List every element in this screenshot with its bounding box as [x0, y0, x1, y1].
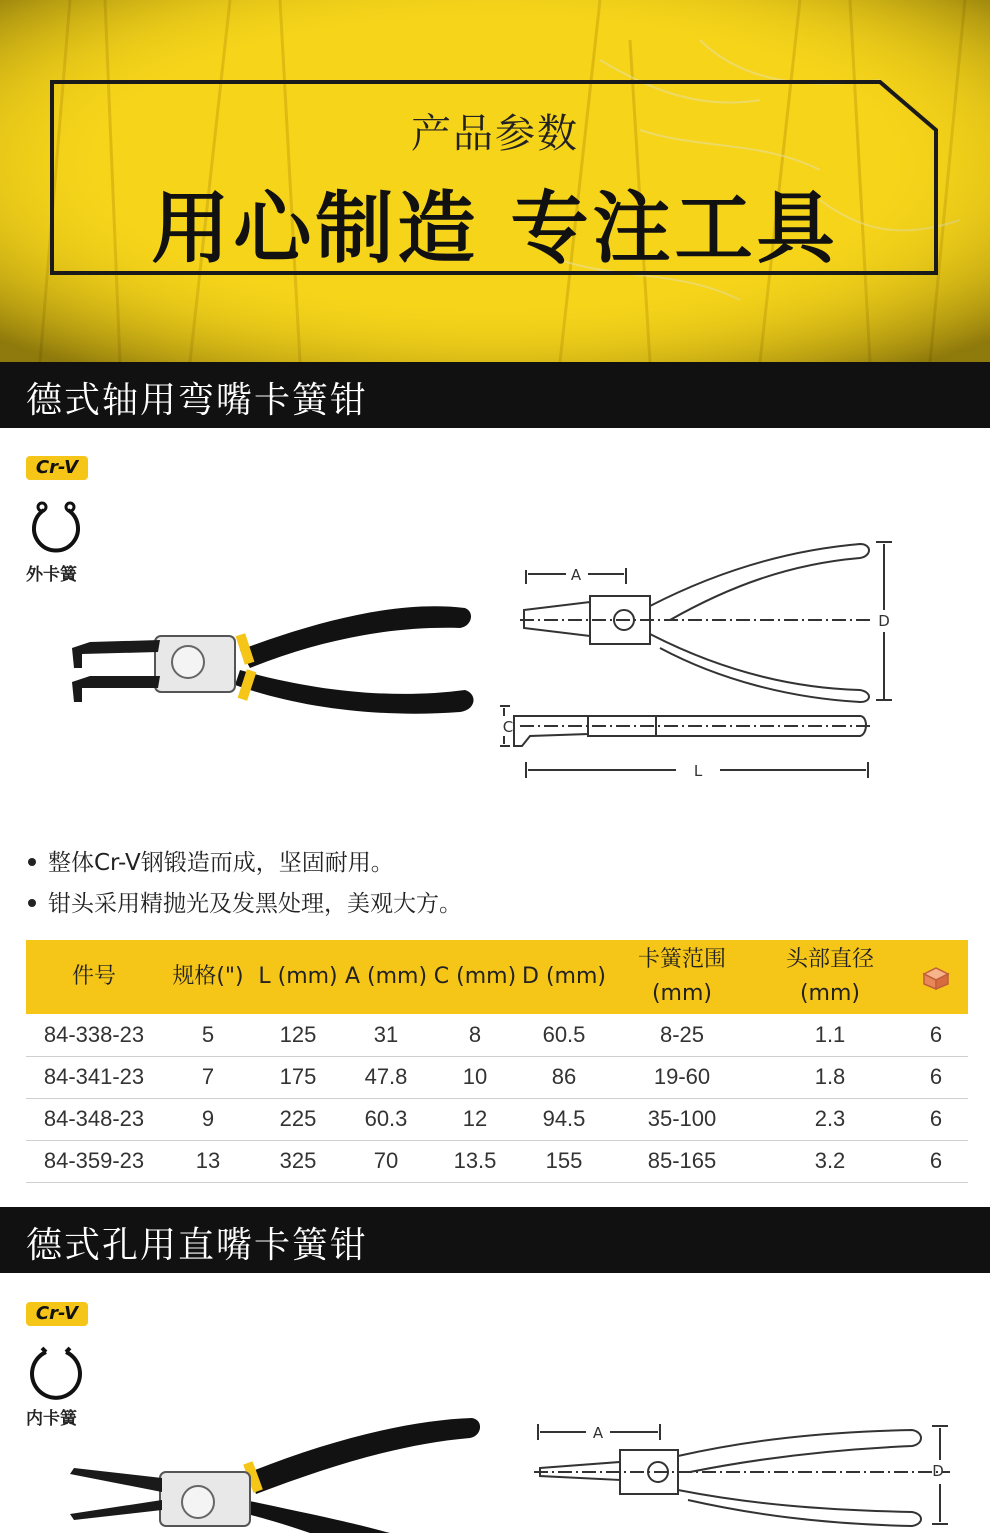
section-title: 德式轴用弯嘴卡簧钳	[26, 380, 369, 421]
table-cell: 5	[201, 1022, 215, 1047]
table-cell: 6	[929, 1064, 943, 1089]
feature-list	[28, 846, 462, 928]
table-cell: 70	[373, 1148, 399, 1173]
table-cell: 1.8	[814, 1064, 846, 1089]
table-cell: 125	[279, 1022, 317, 1047]
dimension-diagram	[500, 530, 910, 790]
clip-type-label: 内卡簧	[26, 1409, 77, 1429]
table-cell: 84-359-23	[43, 1148, 145, 1173]
column-header: D (mm)	[522, 964, 606, 989]
table-cell: 175	[279, 1064, 317, 1089]
external-circlip-icon	[28, 500, 84, 558]
table-cell: 35-100	[647, 1106, 717, 1131]
table-cell: 8	[468, 1022, 482, 1047]
table-cell: 13.5	[453, 1148, 497, 1173]
banner-headline: 用心制造 专注工具	[151, 184, 839, 274]
table-cell: 6	[929, 1022, 943, 1047]
section-title: 德式孔用直嘴卡簧钳	[26, 1225, 369, 1266]
table-cell: 10	[462, 1064, 488, 1089]
section-header-external	[0, 362, 990, 428]
column-header: A (mm)	[344, 964, 428, 989]
table-cell: 31	[373, 1022, 399, 1047]
dimension-label-a: A	[592, 1424, 604, 1442]
table-cell: 155	[545, 1148, 583, 1173]
table-cell: 3.2	[814, 1148, 846, 1173]
table-cell: 47.8	[364, 1064, 408, 1089]
banner-subtitle: 产品参数	[411, 111, 579, 157]
column-header: 头部直径 (mm)	[785, 947, 874, 1006]
feature-item	[28, 846, 462, 887]
table-cell: 60.5	[542, 1022, 586, 1047]
table-cell: 84-348-23	[43, 1106, 145, 1131]
table-cell: 6	[929, 1148, 943, 1173]
table-cell: 325	[279, 1148, 317, 1173]
table-cell: 225	[279, 1106, 317, 1131]
section-header-internal	[0, 1207, 990, 1273]
dimension-label-a: A	[570, 566, 582, 584]
bent-nose-circlip-pliers-image	[60, 590, 480, 730]
table-cell: 94.5	[542, 1106, 586, 1131]
column-header: C (mm)	[433, 964, 517, 989]
feature-text: 钳头采用精抛光及发黑处理，美观大方。	[48, 891, 462, 917]
table-row	[26, 1056, 968, 1099]
crv-badge: Cr-V	[26, 1302, 88, 1326]
table-cell: 13	[195, 1148, 221, 1173]
crv-badge: Cr-V	[26, 456, 88, 480]
table-cell: 60.3	[364, 1106, 408, 1131]
table-cell: 7	[201, 1064, 215, 1089]
dimension-label-d: D	[932, 1462, 944, 1480]
clip-type-label: 外卡簧	[26, 565, 77, 585]
straight-nose-circlip-pliers-image	[60, 1410, 490, 1533]
table-cell: 84-338-23	[43, 1022, 145, 1047]
column-header: 件号	[71, 964, 116, 989]
dimension-label-d: D	[878, 612, 890, 630]
table-cell: 86	[551, 1064, 577, 1089]
table-cell: 9	[201, 1106, 215, 1131]
dimension-diagram	[520, 1410, 960, 1533]
table-row	[26, 1014, 968, 1057]
hero-banner	[0, 0, 990, 362]
table-cell: 2.3	[814, 1106, 846, 1131]
table-cell: 6	[929, 1106, 943, 1131]
dimension-label-c: C	[502, 718, 514, 736]
internal-circlip-icon	[28, 1344, 84, 1402]
column-header: 规格(")	[172, 964, 244, 989]
table-cell: 1.1	[814, 1022, 846, 1047]
bullet-icon	[28, 899, 36, 907]
table-row	[26, 1140, 968, 1183]
feature-item	[28, 887, 462, 928]
table-cell: 85-165	[647, 1148, 717, 1173]
table-header	[26, 940, 968, 1014]
table-cell: 8-25	[659, 1022, 705, 1047]
table-row	[26, 1098, 968, 1141]
dimension-label-l: L	[693, 762, 703, 780]
feature-text: 整体Cr-V钢锻造而成，坚固耐用。	[48, 850, 394, 876]
column-header: L (mm)	[258, 964, 338, 989]
box-icon	[921, 964, 951, 990]
box-quantity-header	[904, 940, 968, 1014]
table-cell: 12	[462, 1106, 488, 1131]
table-cell: 84-341-23	[43, 1064, 145, 1089]
column-header: 卡簧范围 (mm)	[637, 947, 726, 1006]
bullet-icon	[28, 858, 36, 866]
table-cell: 19-60	[653, 1064, 711, 1089]
